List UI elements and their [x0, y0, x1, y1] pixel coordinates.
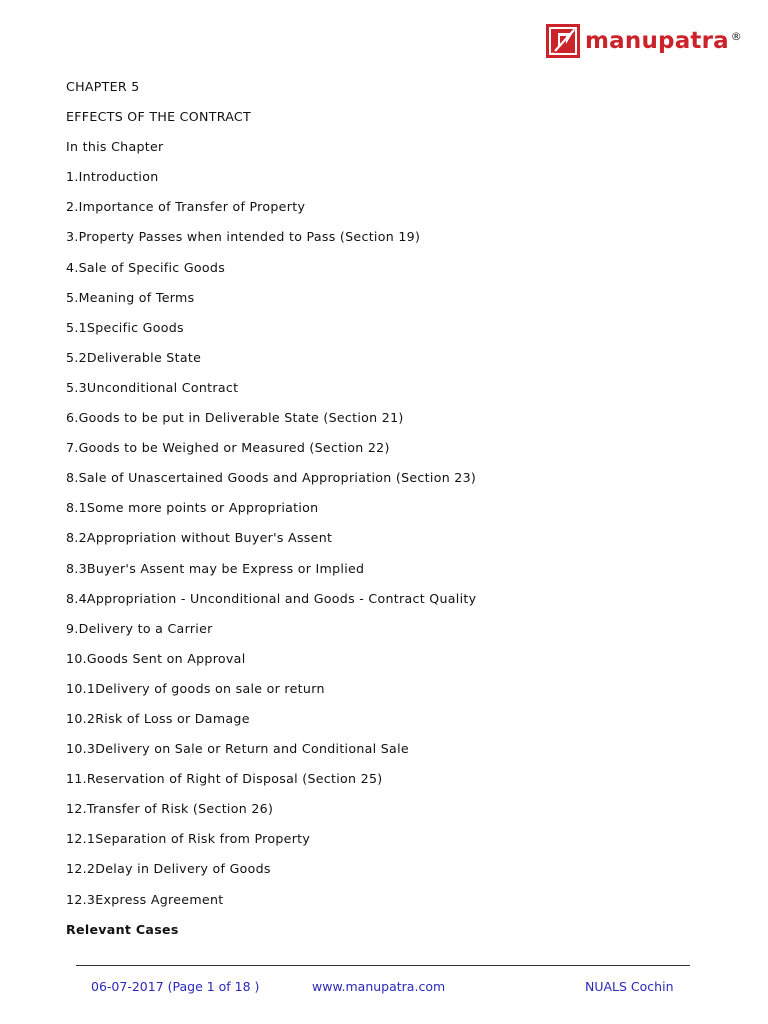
relevant-cases-heading: Relevant Cases: [66, 921, 179, 937]
toc-item: 9.Delivery to a Carrier: [66, 620, 213, 636]
registered-mark: ®: [730, 30, 742, 43]
toc-item: 5.3Unconditional Contract: [66, 379, 239, 395]
toc-item: 2.Importance of Transfer of Property: [66, 199, 306, 215]
chapter-title: EFFECTS OF THE CONTRACT: [66, 109, 252, 125]
toc-item: 12.2Delay in Delivery of Goods: [66, 861, 271, 877]
chapter-number: CHAPTER 5: [66, 79, 140, 94]
toc-item: 10.2Risk of Loss or Damage: [66, 710, 250, 726]
toc-item: 5.2Deliverable State: [66, 349, 202, 365]
toc-item: 3.Property Passes when intended to Pass (Section 19): [66, 229, 421, 245]
manupatra-logo-icon: [546, 24, 580, 58]
footer-institution: NUALS Cochin: [585, 979, 674, 994]
toc-item: 10.3Delivery on Sale or Return and Conditional Sale: [66, 741, 409, 757]
toc-item: 8.4Appropriation - Unconditional and Goods - Contract Quality: [66, 590, 477, 606]
toc-item: 10.Goods Sent on Approval: [66, 650, 246, 666]
toc-item: 1.Introduction: [66, 169, 159, 185]
toc-item: 10.1Delivery of goods on sale or return: [66, 680, 325, 696]
toc-item: 5.1Specific Goods: [66, 319, 184, 335]
document-body: [66, 78, 706, 951]
brand-wordmark: manupatra: [585, 28, 729, 54]
toc-item: 6.Goods to be put in Deliverable State (Section 21): [66, 410, 404, 426]
brand-name: [585, 24, 742, 58]
toc-item: 8.1Some more points or Appropriation: [66, 500, 319, 516]
toc-intro: In this Chapter: [66, 139, 164, 155]
toc-item: 8.3Buyer's Assent may be Express or Implied: [66, 560, 365, 576]
toc-item: 7.Goods to be Weighed or Measured (Section 22): [66, 440, 390, 456]
toc-item: 12.3Express Agreement: [66, 891, 224, 907]
footer-website-link[interactable]: www.manupatra.com: [312, 979, 446, 994]
toc-item: 12.Transfer of Risk (Section 26): [66, 801, 274, 817]
footer-date-page: 06-07-2017 (Page 1 of 18 ): [91, 979, 260, 994]
page-footer: [0, 979, 768, 997]
toc-item: 11.Reservation of Right of Disposal (Section 25): [66, 771, 383, 787]
manupatra-logo: [546, 24, 742, 58]
footer-divider: [76, 965, 690, 966]
toc-item: 5.Meaning of Terms: [66, 289, 195, 305]
table-of-contents: [66, 168, 706, 907]
toc-item: 8.2Appropriation without Buyer's Assent: [66, 530, 333, 546]
toc-item: 8.Sale of Unascertained Goods and Appropriation (Section 23): [66, 470, 477, 486]
toc-item: 4.Sale of Specific Goods: [66, 259, 226, 275]
toc-item: 12.1Separation of Risk from Property: [66, 831, 311, 847]
